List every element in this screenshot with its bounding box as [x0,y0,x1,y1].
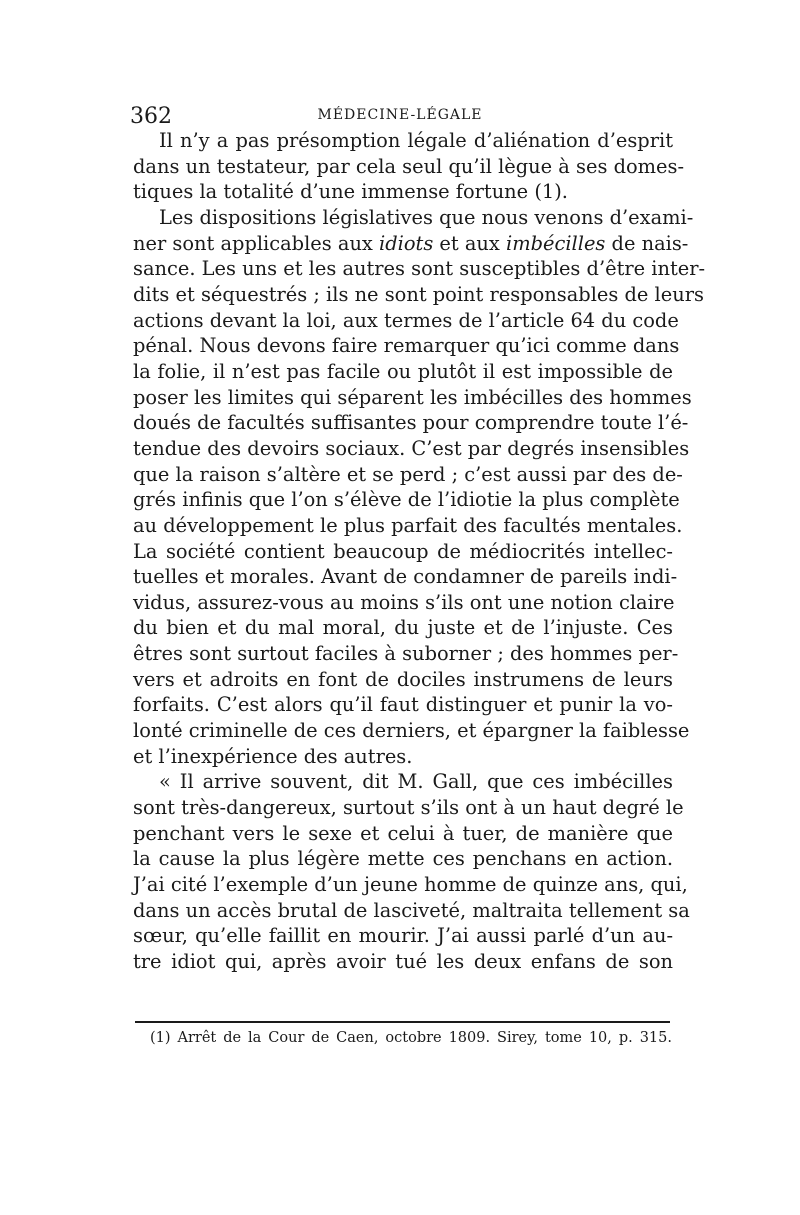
text-line: pénal. Nous devons faire remarquer qu’ici comme dans [133,334,680,358]
body-text [133,128,706,975]
footnote: (1) Arrêt de la Cour de Caen, octobre 1809. Sirey, tome 10, p. 315. [150,1030,672,1046]
text-line: actions devant la loi, aux termes de l’article 64 du code [133,308,679,332]
text-line: tendue des devoirs sociaux. C’est par degrés insensibles [133,436,690,460]
text-line: ner sont applicables aux idiots et aux imbécilles de nais- [133,231,689,255]
text-line: vidus, assurez-vous au moins s’ils ont une notion claire [133,590,675,614]
text-line: grés infinis que l’on s’élève de l’idiotie la plus complète [133,488,680,512]
text-line: êtres sont surtout faciles à suborner ; des hommes per- [133,642,679,666]
text-line: dits et séquestrés ; ils ne sont point responsables de leurs [133,282,704,306]
text-line: J’ai cité l’exemple d’un jeune homme de quinze ans, qui, [133,873,688,897]
text-line: poser les limites qui séparent les imbécilles des hommes [133,385,692,409]
text-line: « Il arrive souvent, dit M. Gall, que ces imbécilles [159,770,673,794]
emphasized-word: imbécilles [506,231,606,255]
running-title: MÉDECINE-LÉGALE [317,107,483,123]
text-line: tiques la totalité d’une immense fortune (1). [133,180,568,204]
text-line: sont très-dangereux, surtout s’ils ont à un haut degré le [133,796,684,820]
text-line: la folie, il n’est pas facile ou plutôt il est impossible de [133,359,673,383]
text-line: forfaits. C’est alors qu’il faut distinguer et punir la vo- [133,693,673,717]
text-line: et l’inexpérience des autres. [133,744,413,768]
text-line: penchant vers le sexe et celui à tuer, de manière que [133,821,673,845]
text-line: sœur, qu’elle faillit en mourir. J’ai aussi parlé d’un au- [133,924,673,948]
text-line: vers et adroits en font de dociles instrumens de leurs [133,667,673,691]
text-line: tre idiot qui, après avoir tué les deux enfans de son [133,950,673,973]
page-number: 362 [130,104,172,129]
text-line: Il n’y a pas présomption légale d’aliénation d’esprit [159,129,673,152]
text-line: la cause la plus légère mette ces penchans en action. [133,847,673,871]
text-line: tuelles et morales. Avant de condamner de pareils indi- [133,565,678,589]
text-line: dans un accès brutal de lasciveté, maltraita tellement sa [133,898,690,922]
text-line: Les dispositions législatives que nous venons d’exami- [159,205,694,229]
text-line: lonté criminelle de ces derniers, et épargner la faiblesse [133,719,690,743]
emphasized-word: idiots [379,231,434,255]
text-line: La société contient beaucoup de médiocrités intellec- [133,539,673,563]
footnote-rule [135,1021,670,1023]
text-line: doués de facultés suffisantes pour comprendre toute l’é- [133,411,689,435]
text-line: du bien et du mal moral, du juste et de l’injuste. Ces [133,616,673,640]
text-line: au développement le plus parfait des facultés mentales. [133,513,683,537]
text-line: que la raison s’altère et se perd ; c’est aussi par des de- [133,462,683,486]
text-line: dans un testateur, par cela seul qu’il lègue à ses domes- [133,154,685,178]
text-line: sance. Les uns et les autres sont susceptibles d’être inter- [133,257,706,281]
